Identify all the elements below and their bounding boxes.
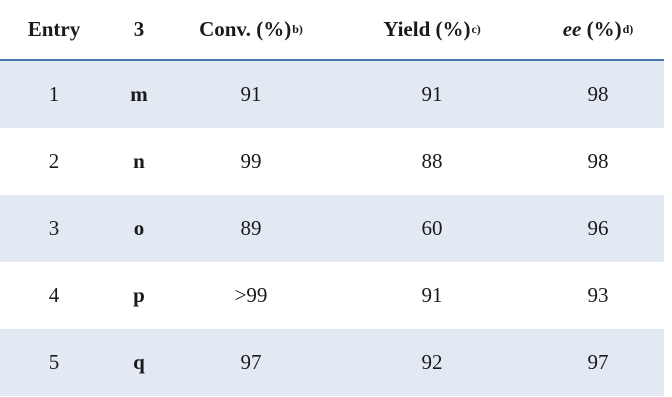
cell-compound: n <box>133 149 145 173</box>
table-row <box>0 128 672 195</box>
cell-compound: p <box>133 283 145 307</box>
cell-ee: 97 <box>587 350 609 374</box>
cell-yield: 60 <box>421 216 443 240</box>
cell-conversion: 99 <box>240 149 262 173</box>
cell-yield: 91 <box>421 283 443 307</box>
table-row <box>0 329 664 396</box>
cell-yield: 91 <box>421 82 443 106</box>
table-header-row <box>0 0 672 58</box>
cell-entry: 1 <box>48 82 60 106</box>
cell-yield: 88 <box>421 149 443 173</box>
table-row <box>0 262 672 329</box>
cell-yield: 92 <box>421 350 443 374</box>
cell-ee: 98 <box>587 149 609 173</box>
header-conversion: Conv. (%) b) <box>199 16 303 41</box>
header-entry: Entry <box>27 16 81 41</box>
cell-conversion: 89 <box>240 216 262 240</box>
cell-conversion: 91 <box>240 82 262 106</box>
table-row <box>0 61 664 128</box>
cell-entry: 2 <box>48 149 60 173</box>
cell-conversion: >99 <box>234 283 268 307</box>
cell-conversion: 97 <box>240 350 262 374</box>
cell-entry: 4 <box>48 283 60 307</box>
header-compound: 3 <box>133 16 145 41</box>
cell-compound: q <box>133 350 145 374</box>
table-row <box>0 195 664 262</box>
header-yield: Yield (%) c) <box>383 16 481 41</box>
cell-compound: o <box>133 216 145 240</box>
cell-ee: 96 <box>587 216 609 240</box>
cell-entry: 3 <box>48 216 60 240</box>
header-ee: ee (%) d) <box>562 16 634 41</box>
cell-compound: m <box>130 82 148 106</box>
cell-entry: 5 <box>48 350 60 374</box>
cell-ee: 98 <box>587 82 609 106</box>
cell-ee: 93 <box>587 283 609 307</box>
